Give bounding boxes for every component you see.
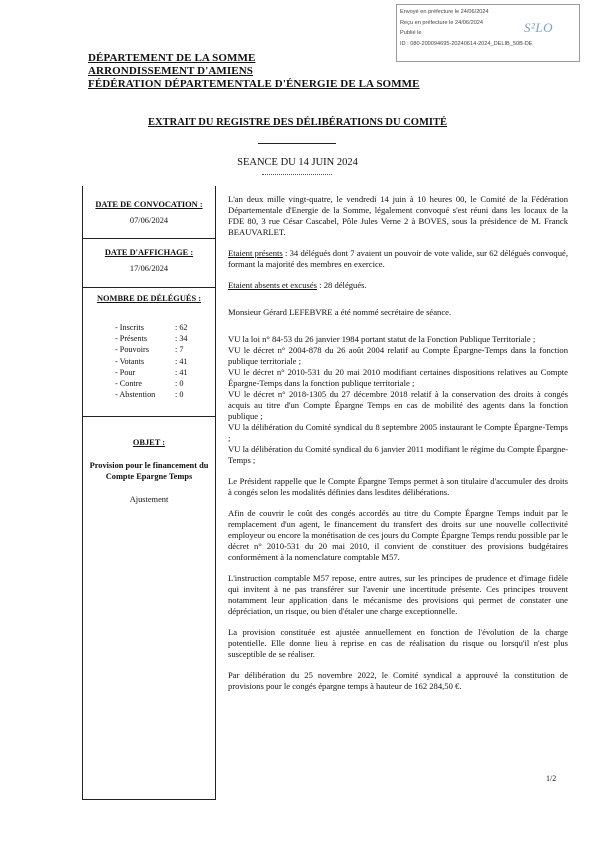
convocation-label: DATE DE CONVOCATION : [95,200,203,209]
sidebar-info-column [82,186,216,800]
present-text: : 34 délégués dont 7 avaient un pouvoir de vote valide, sur 62 délégués convoqué, formant la majorité des membres en exercice. [228,248,568,269]
legal-reference: VU le décret n° 2004-878 du 26 août 2004 relatif au Compte Épargne-Temps dans la fonction publique territoriale ; [228,345,568,366]
document-header [88,52,420,91]
stat-row [115,389,205,400]
present-label: Etaient présents [228,248,283,258]
stat-label: - Votants [115,356,145,366]
stat-value: : 34 [175,334,188,344]
stamp-received-date: Reçu en préfecture le 24/06/2024 [400,19,484,26]
delegues-stats [115,322,205,400]
stat-value: : 62 [175,323,188,332]
body-paragraph: Le Président rappelle que le Compte Épargne Temps permet à son titulaire d'accumuler des droits à congés selon les modalités définies dans lesdites délibérations. [228,476,568,497]
body-paragraph: Par délibération du 25 novembre 2022, le Comité syndical a approuvé la constitution de provisions pour le congés épargne temps à hauteur de 162 284,50 €. [228,670,568,691]
s2lo-logo: S²LO [523,20,553,35]
opening-paragraph: L'an deux mille vingt-quatre, le vendredi 14 juin à 10 heures 00, le Comité de la Fédération Départementale d'Energie de la Somme, légalement convoqué s'est réuni dans les locaux de la FDE 80, 3 rue César Cascabel, Pôle Jules Verne 2 à BOVES, sous la présidence de M. Franck BEAUVARLET. [228,194,568,237]
header-department: DÉPARTEMENT DE LA SOMME [88,52,256,64]
stamp-sent-date: Envoyé en préfecture le 24/06/2024 [400,9,489,15]
stat-label: - Contre [115,379,143,389]
stat-label: - Pouvoirs [115,345,149,355]
absent-label: Etaient absents et excusés [228,280,318,290]
delegues-block [83,294,215,303]
stamp-id: ID : 080-200094695-20240614-2024_DELIB_50B-DE [400,40,533,47]
header-arrondissement: ARRONDISSEMENT D'AMIENS [88,65,253,77]
stat-label: - Abstention [115,390,156,400]
seance-divider [262,174,332,175]
legal-reference: VU le décret n° 2010-531 du 20 mai 2010 modifiant certaines dispositions relatives au Compte Épargne-Temps dans la fonction publique territoriale ; [228,367,568,388]
legal-reference: VU la délibération du Comité syndical du 6 janvier 2011 modifiant le régime du Compte Épargne-Temps ; [228,444,568,465]
delegues-label: NOMBRE DE DÉLÉGUÉS : [96,294,201,303]
body-paragraph: Afin de couvrir le coût des congés accordés au titre du Compte Épargne Temps induit par le remplacement d'un agent, le financement du transfert des droits sur une nouvelle collectivité employeur ou encore la monétisation de ces jours du Compte Épargne Temps rendu possible par le décret n° 2010-531 du 20 mai 2010, il convient de constituer des provisions budgétaires conformément à la nomenclature comptable M57. [228,508,568,562]
stat-row [115,344,205,355]
absent-text: : 28 délégués. [317,280,367,290]
stat-value: : 41 [175,356,188,366]
convocation-value: 07/06/2024 [129,216,169,225]
stat-row [115,356,205,367]
sidebar-divider [83,287,215,288]
convocation-block [83,200,215,225]
deliberation-body [228,194,568,692]
body-paragraph: L'instruction comptable M57 repose, entre autres, sur les principes de prudence et d'image fidèle qui invitent à ne pas transférer sur l'avenir une incertitude présente. Ces principes trouvent notamment leur application dans le mécanisme des provisions qui permet de constater une dépréciation, un risque, ou bien d'étaler une charge exceptionnelle. [228,573,568,616]
affichage-value: 17/06/2024 [129,264,169,273]
objet-title: Provision pour le financement du Compte Epargne Temps [89,461,209,481]
sidebar-divider [83,416,215,417]
secretary-paragraph: Monsieur Gérard LEFEBVRE a été nommé secrétaire de séance. [228,307,452,317]
sidebar-divider [83,238,215,239]
stat-label: - Présents [115,334,148,344]
stat-row [115,367,205,378]
legal-reference: VU la délibération du Comité syndical du 8 septembre 2005 instaurant le Compte Épargne-Temps ; [228,422,568,443]
stat-value: : 0 [175,390,184,400]
title-divider [258,143,336,144]
stat-row [115,322,205,333]
stat-label: - Inscrits [115,323,144,332]
stat-value: : 0 [175,379,184,389]
legal-reference: VU le décret n° 2018-1305 du 27 décembre 2018 relatif à la conservation des droits à congés acquis au titre d'un Compte Épargne Temps en cas de mobilité des agents dans la fonction publique ; [228,389,568,421]
stat-value: : 7 [175,345,184,355]
stat-row [115,378,205,389]
legal-reference: VU la loi n° 84-53 du 26 janvier 1984 portant statut de la Fonction Publique Territoriale ; [228,334,536,344]
transmission-stamp [396,4,580,62]
stat-row [115,333,205,344]
stat-label: - Pour [115,367,136,377]
absent-paragraph [228,280,568,291]
seance-date: SEANCE DU 14 JUIN 2024 [237,157,358,168]
attendance-paragraph [228,248,568,270]
objet-subtitle: Ajustement [129,495,169,504]
stat-value: : 41 [175,367,188,377]
affichage-block [83,248,215,273]
document-title: EXTRAIT DU REGISTRE DES DÉLIBÉRATIONS DU COMITÉ [148,117,447,128]
objet-label: OBJET : [132,438,166,447]
affichage-label: DATE D'AFFICHAGE : [104,248,194,257]
body-paragraph: La provision constituée est ajustée annuellement en fonction de l'évolution de la charge potentielle. Elle donne lieu à reprise en cas de réalisation du risque ou lorsqu'il n'est plus susceptible de se réaliser. [228,627,568,659]
page-number: 1/2 [546,774,557,783]
stamp-published: Publié le [400,30,422,36]
header-federation: FÉDÉRATION DÉPARTEMENTALE D'ÉNERGIE DE LA SOMME [88,78,420,90]
